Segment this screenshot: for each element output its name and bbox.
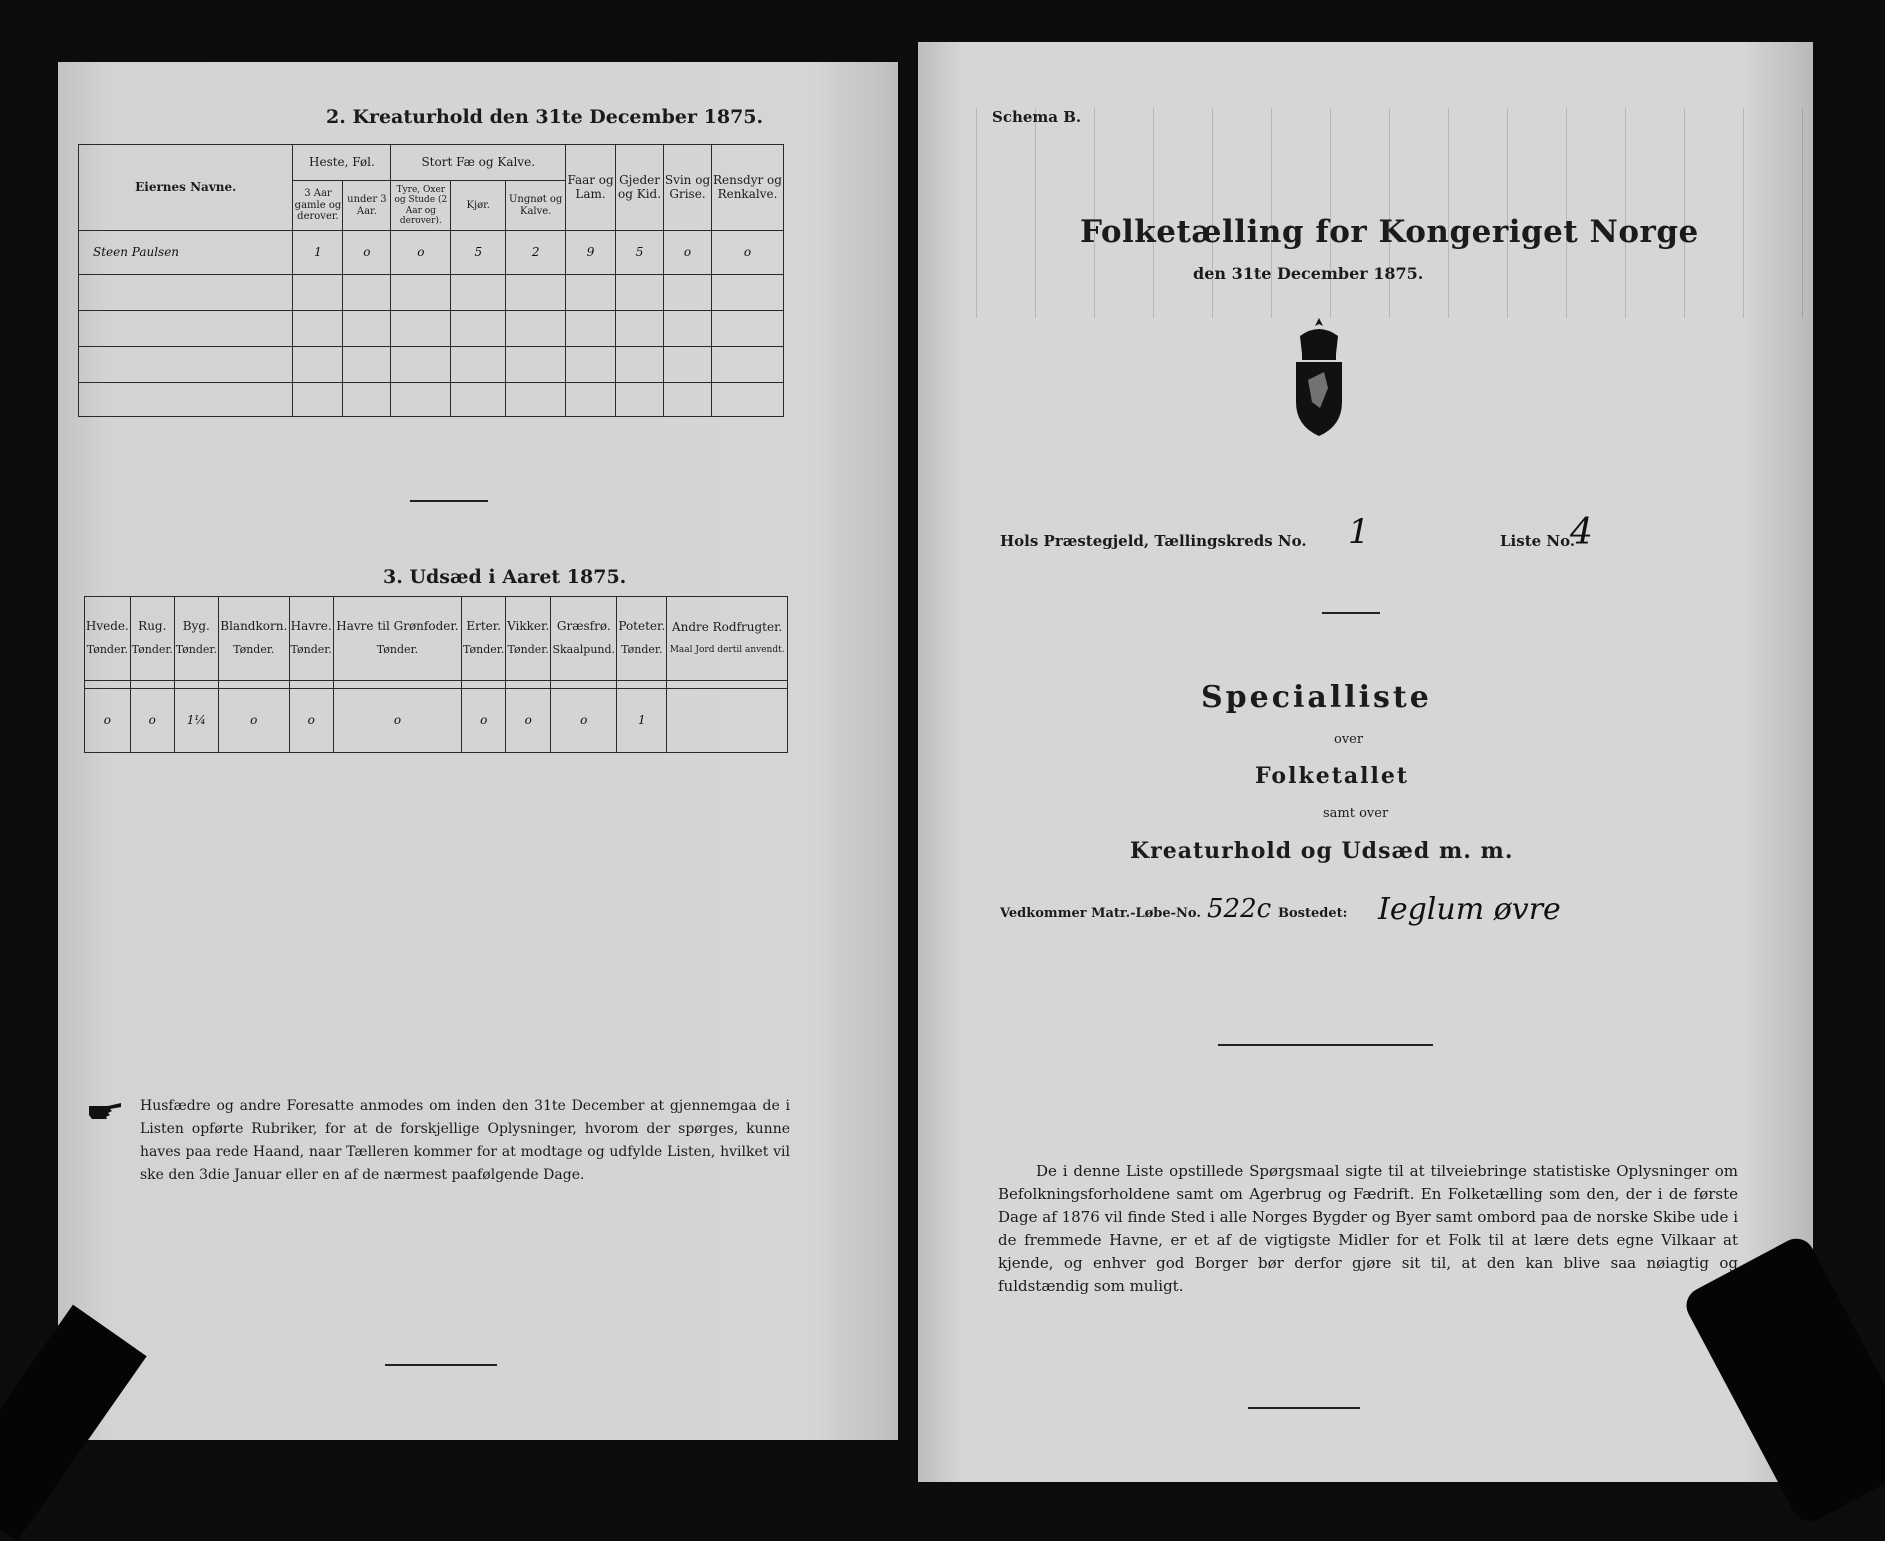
seed-header-name: Blandkorn. (220, 619, 288, 634)
horses-under-header: under 3 Aar. (343, 181, 391, 231)
seed-header (130, 597, 174, 681)
divider (410, 500, 488, 502)
table-row (79, 275, 784, 311)
seed-spacer-cell (617, 681, 667, 689)
seed-header-unit: Tønder. (463, 643, 505, 657)
divider (1322, 612, 1380, 614)
district-number: 1 (1348, 512, 1370, 552)
bulls-header: Tyre, Oxer og Stude (2 Aar og derover). (391, 181, 451, 231)
horses-under-value: o (343, 231, 391, 275)
seed-header (667, 597, 788, 681)
over-text: over (1334, 732, 1364, 747)
list-label: Liste No. (1500, 532, 1576, 550)
bulls-value: o (391, 231, 451, 275)
seed-header-name: Græsfrø. (556, 619, 611, 634)
goats-header: Gjeder og Kid. (616, 145, 664, 231)
divider (1248, 1407, 1360, 1409)
cows-header: Kjør. (451, 181, 506, 231)
table-row (79, 231, 784, 275)
seed-spacer-cell (667, 681, 788, 689)
district-label: Hols Præstegjeld, Tællingskreds No. (1000, 532, 1307, 550)
horses-header: Heste, Føl. (293, 145, 391, 181)
seed-value: o (551, 689, 617, 753)
table-row (79, 383, 784, 417)
seed-header (551, 597, 617, 681)
seed-spacer-cell (85, 681, 131, 689)
bottom-text: De i denne Liste opstillede Spørgsmaal sigte til at tilveiebringe statistiske Oplysninger om Befolkningsforholdene samt om Agerbrug og Fædrift. En Folketælling som den, der i de første Dage af 1876 vil finde Sted i alle Norges Bygder og Byer samt ombord paa de norske Skibe ude i de fremmede Havne, er et af de vigtigste Midler for et Folk til at lære dets egne Vilkaar at kjende, og enhver god Borger bør derfor gjøre sit til, at den kan blive saa nøiagtig og fuldstændig som muligt. (998, 1162, 1738, 1295)
seed-spacer-cell (130, 681, 174, 689)
seed-spacer-cell (462, 681, 506, 689)
reindeer-value: o (711, 231, 783, 275)
table-row (79, 347, 784, 383)
seed-value: o (218, 689, 289, 753)
census-title: Folketælling for Kongeriget Norge (1080, 214, 1699, 250)
seed-value: o (289, 689, 333, 753)
seed-value (667, 689, 788, 753)
seed-value: o (462, 689, 506, 753)
pointing-hand-icon (88, 1097, 122, 1123)
seed-spacer-cell (289, 681, 333, 689)
list-number: 4 (1570, 512, 1593, 553)
section3-title: 3. Udsæd i Aaret 1875. (383, 566, 627, 588)
reindeer-header: Rensdyr og Renkalve. (711, 145, 783, 231)
seed-header (174, 597, 218, 681)
horses-3y-value: 1 (293, 231, 343, 275)
seed-header-name: Byg. (182, 619, 210, 634)
seed-header-unit: Tønder. (86, 643, 129, 657)
horses-3y-header: 3 Aar gamle og derover. (293, 181, 343, 231)
seed-header-unit: Maal Jord dertil anvendt. (669, 645, 785, 656)
seed-header-name: Erter. (466, 619, 501, 634)
seed-header-unit: Tønder. (290, 643, 332, 657)
seed-value: 1¼ (174, 689, 218, 753)
seed-header-unit: Tønder. (621, 643, 663, 657)
special-title: Specialliste (1201, 680, 1432, 715)
owner-header: Eiernes Navne. (79, 145, 293, 231)
seed-table (84, 596, 788, 753)
left-page (58, 62, 898, 1440)
seed-header (85, 597, 131, 681)
seed-header-unit: Skaalpund. (552, 643, 616, 657)
sheep-value: 9 (566, 231, 616, 275)
divider (385, 1364, 497, 1366)
seed-value: o (130, 689, 174, 753)
seed-header-name: Hvede. (85, 619, 129, 634)
section2-title: 2. Kreaturhold den 31te December 1875. (326, 106, 764, 128)
pigs-value: o (664, 231, 712, 275)
table-row (85, 689, 788, 753)
seed-header (462, 597, 506, 681)
seed-value: 1 (617, 689, 667, 753)
seed-header (218, 597, 289, 681)
coat-of-arms-icon (1290, 318, 1348, 438)
seed-header-unit: Tønder. (131, 643, 173, 657)
seed-header-unit: Tønder. (376, 643, 419, 657)
divider (1218, 1044, 1433, 1046)
seed-value: o (506, 689, 551, 753)
seed-header-name: Rug. (138, 619, 167, 634)
table-row (79, 311, 784, 347)
bosted-label: Bostedet: (1278, 906, 1348, 921)
goats-value: 5 (616, 231, 664, 275)
seed-spacer-cell (174, 681, 218, 689)
livestock-table (78, 144, 784, 417)
seed-header (617, 597, 667, 681)
bleed-through-columns (918, 108, 1813, 318)
matr-value: 522c (1207, 894, 1272, 924)
seed-header (333, 597, 461, 681)
seed-header (506, 597, 551, 681)
seed-header-name: Havre til Grønfoder. (336, 619, 459, 634)
seed-spacer-cell (218, 681, 289, 689)
seed-header-name: Poteter. (618, 619, 666, 634)
seed-header-name: Havre. (290, 619, 332, 634)
sheep-header: Faar og Lam. (566, 145, 616, 231)
schema-label: Schema B. (992, 108, 1082, 126)
notice-text: Husfædre og andre Foresatte anmodes om inden den 31te December at gjennemgaa de i Listen opførte Rubriker, for at de forskjellige Oplysninger, hvorom der spørges, kunne haves paa rede Haand, naar Tælleren kommer for at modtage og udfylde Listen, hvilket vil ske den 3die Januar eller en af de nærmest paafølgende Dage. (140, 1098, 790, 1183)
seed-value: o (333, 689, 461, 753)
samt-over-text: samt over (1323, 806, 1389, 821)
seed-spacer-cell (551, 681, 617, 689)
cattle-header: Stort Fæ og Kalve. (391, 145, 566, 181)
young-value: 2 (506, 231, 566, 275)
folketallet-text: Folketallet (1255, 763, 1409, 789)
seed-header-name: Vikker. (507, 619, 550, 634)
cows-value: 5 (451, 231, 506, 275)
seed-header-name: Andre Rodfrugter. (671, 620, 783, 635)
pigs-header: Svin og Grise. (664, 145, 712, 231)
bosted-value: Ieglum øvre (1378, 892, 1561, 927)
owner-name: Steen Paulsen (79, 231, 293, 275)
seed-header-unit: Tønder. (507, 643, 549, 657)
matr-label: Vedkommer Matr.-Løbe-No. (1000, 906, 1201, 921)
seed-header (289, 597, 333, 681)
seed-spacer-cell (333, 681, 461, 689)
seed-spacer-cell (506, 681, 551, 689)
kreaturhold-text: Kreaturhold og Udsæd m. m. (1130, 838, 1514, 864)
seed-header-unit: Tønder. (175, 643, 217, 657)
young-header: Ungnøt og Kalve. (506, 181, 566, 231)
seed-value: o (85, 689, 131, 753)
census-subtitle: den 31te December 1875. (1193, 264, 1424, 283)
right-page (918, 42, 1813, 1482)
seed-header-unit: Tønder. (233, 643, 275, 657)
